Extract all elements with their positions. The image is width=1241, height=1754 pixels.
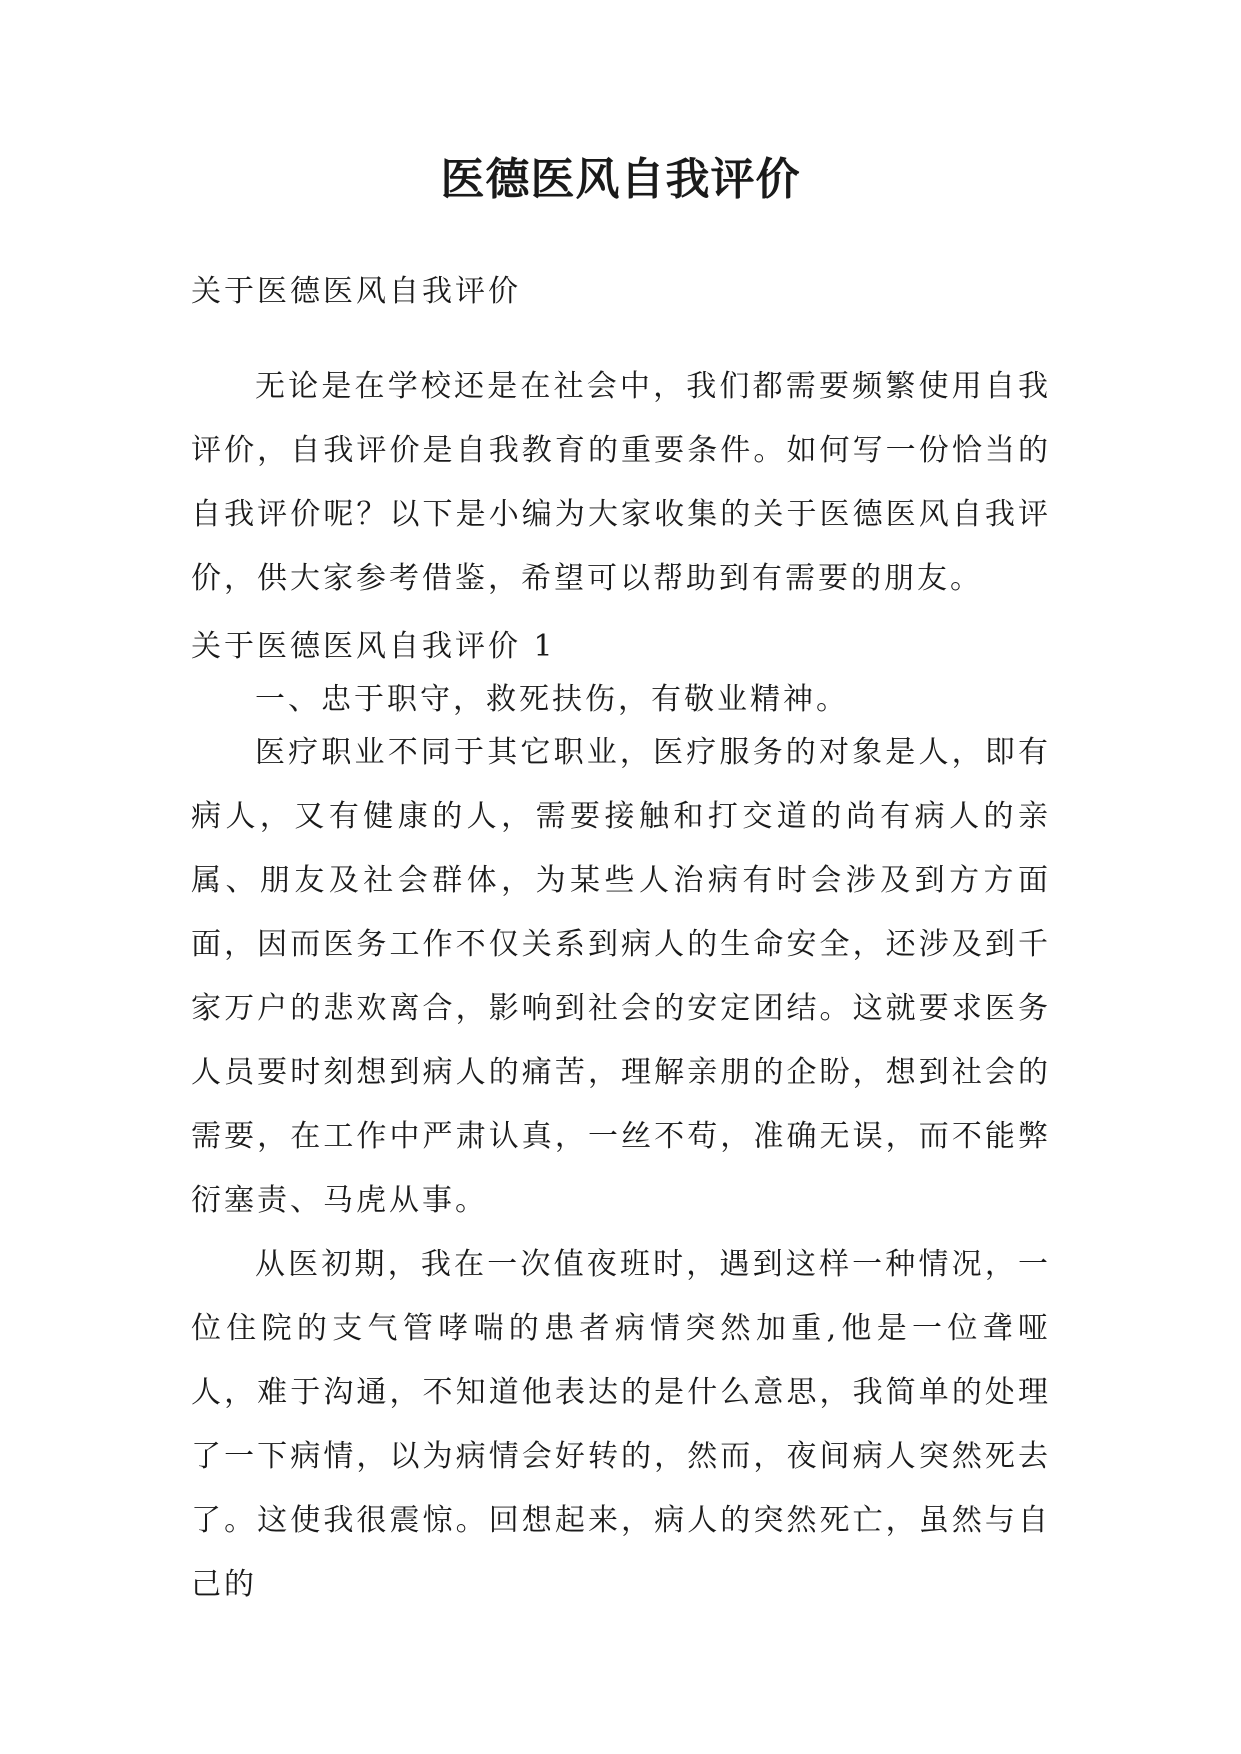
intro-paragraph: 无论是在学校还是在社会中，我们都需要频繁使用自我评价，自我评价是自我教育的重要条件。如何写一份恰当的自我评价呢？以下是小编为大家收集的关于医德医风自我评价，供大家参考借鉴，希望可以帮助到有需要的朋友。 <box>191 369 1051 596</box>
section-point-1: 一、忠于职守，救死扶伤，有敬业精神。 <box>255 682 849 717</box>
body-paragraph-1: 医疗职业不同于其它职业，医疗服务的对象是人，即有病人，又有健康的人，需要接触和打交道的尚有病人的亲属、朋友及社会群体，为某些人治病有时会涉及到方方面面，因而医务工作不仅关系到病人的生命安全，还涉及到千家万户的悲欢离合，影响到社会的安定团结。这就要求医务人员要时刻想到病人的痛苦，理解亲朋的企盼，想到社会的需要，在工作中严肃认真，一丝不苟，准确无误，而不能弊衍塞责、马虎从事。 <box>191 735 1051 1218</box>
document-title: 医德医风自我评价 <box>440 154 801 205</box>
document-subtitle: 关于医德医风自我评价 <box>191 274 521 309</box>
body-paragraph-2: 从医初期，我在一次值夜班时，遇到这样一种情况，一位住院的支气管哮喘的患者病情突然加重,他是一位聋哑人，难于沟通，不知道他表达的是什么意思，我简单的处理了一下病情，以为病情会好转的，然而，夜间病人突然死去了。这使我很震惊。回想起来，病人的突然死亡，虽然与自己的 <box>191 1247 1051 1602</box>
section-heading: 关于医德医风自我评价 1 <box>191 629 556 664</box>
